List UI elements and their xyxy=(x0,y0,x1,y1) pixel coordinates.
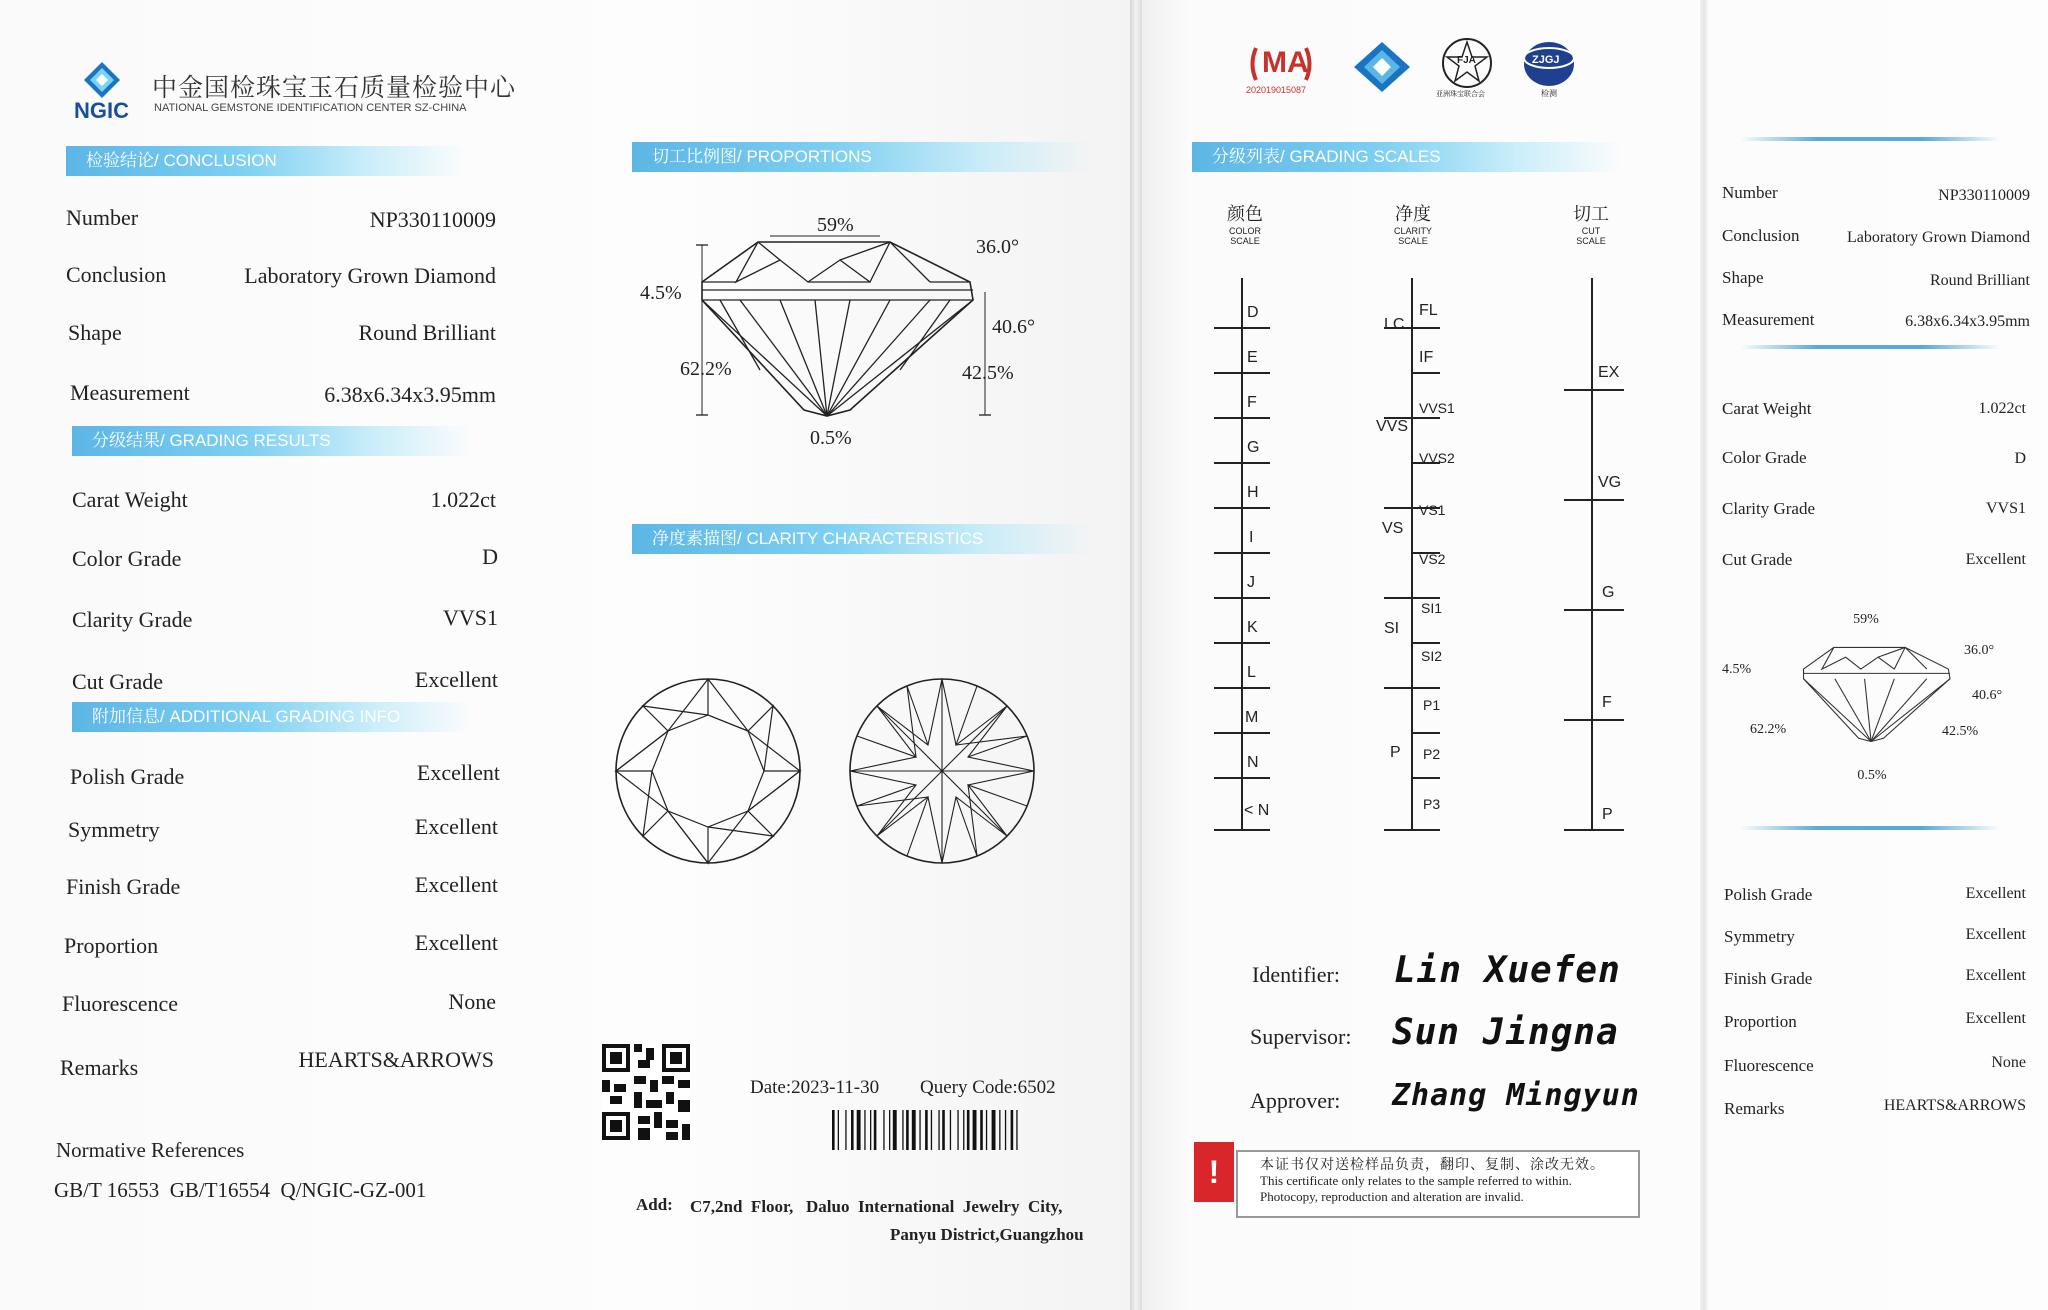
color-grade-j: J xyxy=(1247,574,1255,591)
cma-logo-text: MA xyxy=(1262,46,1309,79)
clarity-group-si: SI xyxy=(1384,620,1400,637)
section-grading-scales: 分级列表/ GRADING SCALES xyxy=(1192,142,1622,172)
prop-pavilion-angle: 40.6° xyxy=(992,316,1035,338)
identifier-signature: Lin Xuefen xyxy=(1394,950,1621,991)
summary-finish-label: Finish Grade xyxy=(1724,969,1813,988)
clarity-grade-label: Clarity Grade xyxy=(72,607,193,632)
summary-carat-value: 1.022ct xyxy=(1978,400,2026,417)
cut-grade-g: G xyxy=(1602,584,1615,601)
clarity-grade-p1: P1 xyxy=(1423,697,1441,713)
summary-prop-total-depth: 62.2% xyxy=(1750,722,1787,737)
summary-remarks-label: Remarks xyxy=(1724,1099,1785,1118)
remarks-value: HEARTS&ARROWS xyxy=(298,1047,494,1072)
cut-scale-heading: 切工 CUT SCALE xyxy=(1573,204,1609,246)
summary-prop-crown-angle: 36.0° xyxy=(1964,643,1995,658)
ngic-logo-icon xyxy=(82,60,122,100)
summary-shape-value: Round Brilliant xyxy=(1930,272,2030,289)
color-grade-m: M xyxy=(1245,709,1259,726)
color-grade-h: H xyxy=(1247,484,1259,501)
prop-crown-height: 4.5% xyxy=(640,282,682,304)
conclusion-value: Laboratory Grown Diamond xyxy=(244,263,496,288)
polish-label: Polish Grade xyxy=(70,764,185,789)
query-code: Query Code:6502 xyxy=(920,1077,1056,1098)
org-name-en: NATIONAL GEMSTONE IDENTIFICATION CENTER SZ-CHINA xyxy=(154,102,467,114)
finish-value: Excellent xyxy=(414,872,498,897)
fja-caption: 亚洲珠宝联合会 xyxy=(1436,91,1485,98)
summary-cut-label: Cut Grade xyxy=(1722,550,1793,569)
cut-grade-value: Excellent xyxy=(414,667,498,692)
cut-grade-ex: EX xyxy=(1598,364,1620,381)
clarity-grade-si2: SI2 xyxy=(1421,648,1443,664)
color-grade-value: D xyxy=(482,544,498,569)
clarity-plot-pavilion xyxy=(846,675,1038,867)
proportion-value: Excellent xyxy=(414,930,498,955)
clarity-grade-si1: SI1 xyxy=(1421,600,1443,616)
cut-scale xyxy=(1560,278,1640,838)
proportion-diagram xyxy=(640,220,1010,440)
org-name-cn: 中金国检珠宝玉石质量检验中心 xyxy=(152,74,517,102)
clarity-scale-heading: 净度 CLARITY SCALE xyxy=(1393,204,1432,246)
shape-label: Shape xyxy=(68,320,122,345)
notice-cn: 本证书仅对送检样品负责，翻印、复制、涂改无效。 xyxy=(1260,1156,1605,1172)
prop-pavilion-depth: 42.5% xyxy=(962,362,1014,384)
shape-value: Round Brilliant xyxy=(358,320,496,345)
summary-clarity-value: VVS1 xyxy=(1985,500,2026,517)
cut-grade-vg: VG xyxy=(1598,474,1622,491)
summary-divider-2 xyxy=(1740,345,2000,349)
summary-number-value: NP330110009 xyxy=(1938,187,2030,204)
fja-logo-text: FJA xyxy=(1457,55,1476,66)
clarity-group-vs: VS xyxy=(1382,520,1404,537)
prop-girdle: 0.5% xyxy=(810,427,852,449)
conclusion-label: Conclusion xyxy=(66,262,167,287)
fluorescence-label: Fluorescence xyxy=(62,991,179,1016)
normative-title: Normative References xyxy=(56,1138,245,1162)
summary-prop-crown-height: 4.5% xyxy=(1722,662,1752,677)
remarks-label: Remarks xyxy=(60,1055,139,1080)
summary-fluorescence-label: Fluorescence xyxy=(1724,1056,1814,1075)
prop-crown-angle: 36.0° xyxy=(976,236,1019,258)
section-conclusion: 检验结论/ CONCLUSION xyxy=(66,146,466,176)
color-grade-d: D xyxy=(1247,304,1259,321)
summary-carat-label: Carat Weight xyxy=(1722,399,1812,418)
section-proportions: 切工比例图/ PROPORTIONS xyxy=(632,142,1092,172)
identifier-label: Identifier: xyxy=(1252,962,1340,987)
diamond-logo-icon xyxy=(1352,40,1412,94)
clarity-grade-p2: P2 xyxy=(1423,746,1441,762)
carat-value: 1.022ct xyxy=(430,487,496,512)
summary-color-label: Color Grade xyxy=(1722,448,1807,467)
zjgj-caption: 检测 xyxy=(1541,89,1557,98)
summary-measurement-value: 6.38x6.34x3.95mm xyxy=(1905,313,2030,330)
summary-color-value: D xyxy=(2014,450,2026,467)
approver-label: Approver: xyxy=(1250,1088,1341,1113)
barcode-icon xyxy=(830,1110,1076,1150)
color-grade-n: N xyxy=(1247,754,1259,771)
clarity-group-vvs: VVS xyxy=(1376,418,1409,435)
clarity-grade-vvs1: VVS1 xyxy=(1419,400,1455,416)
address-label: Add: xyxy=(636,1195,673,1214)
notice-en-line2: Photocopy, reproduction and alteration are invalid. xyxy=(1260,1189,1524,1204)
clarity-grade-fl: FL xyxy=(1419,302,1438,319)
color-grade-i: I xyxy=(1249,529,1254,546)
clarity-grade-vs1: VS1 xyxy=(1419,502,1446,518)
summary-measurement-label: Measurement xyxy=(1722,310,1815,329)
summary-prop-girdle: 0.5% xyxy=(1857,768,1887,783)
summary-polish-label: Polish Grade xyxy=(1724,885,1813,904)
clarity-grade-vs2: VS2 xyxy=(1419,551,1446,567)
number-value: NP330110009 xyxy=(369,207,496,232)
supervisor-label: Supervisor: xyxy=(1250,1024,1352,1049)
symmetry-label: Symmetry xyxy=(68,817,160,842)
color-grade-below-n: < N xyxy=(1244,802,1270,819)
ngic-logo-text: NGIC xyxy=(74,98,129,123)
summary-proportion-value: Excellent xyxy=(1965,1010,2026,1027)
page-fold xyxy=(1130,0,1142,1310)
section-additional: 附加信息/ ADDITIONAL GRADING INFO xyxy=(72,702,472,732)
qr-code-icon[interactable] xyxy=(602,1043,690,1141)
summary-divider-top xyxy=(1740,137,2000,141)
summary-proportion-label: Proportion xyxy=(1724,1012,1797,1031)
cut-grade-label: Cut Grade xyxy=(72,669,164,694)
summary-polish-value: Excellent xyxy=(1965,885,2026,902)
section-grading-results: 分级结果/ GRADING RESULTS xyxy=(72,426,472,456)
prop-total-depth: 62.2% xyxy=(680,358,732,380)
summary-finish-value: Excellent xyxy=(1965,967,2026,984)
color-grade-e: E xyxy=(1247,349,1258,366)
address-line2: Panyu District,Guangzhou xyxy=(890,1225,1084,1244)
prop-table: 59% xyxy=(817,214,854,236)
clarity-grade-if: IF xyxy=(1419,349,1434,366)
summary-number-label: Number xyxy=(1722,183,1778,202)
measurement-value: 6.38x6.34x3.95mm xyxy=(324,382,496,407)
summary-prop-table: 59% xyxy=(1853,612,1879,627)
summary-remarks-value: HEARTS&ARROWS xyxy=(1883,1097,2026,1114)
summary-cut-value: Excellent xyxy=(1965,551,2026,568)
address-line1: C7,2nd Floor, Daluo International Jewelry City, xyxy=(690,1197,1063,1216)
page-gutter xyxy=(1700,0,1708,1310)
summary-prop-pavilion-depth: 42.5% xyxy=(1942,724,1979,739)
summary-proportion-diagram xyxy=(1770,630,1970,760)
clarity-grade-p3: P3 xyxy=(1423,796,1441,812)
approver-signature: Zhang Mingyun xyxy=(1392,1078,1640,1113)
cma-number: 202019015087 xyxy=(1246,85,1307,95)
number-label: Number xyxy=(66,205,139,230)
section-clarity-characteristics: 净度素描图/ CLARITY CHARACTERISTICS xyxy=(632,524,1092,554)
symmetry-value: Excellent xyxy=(414,814,498,839)
summary-divider-3 xyxy=(1740,826,2000,830)
normative-refs: GB/T 16553 GB/T16554 Q/NGIC-GZ-001 xyxy=(54,1178,427,1202)
color-grade-l: L xyxy=(1247,664,1256,681)
summary-shape-label: Shape xyxy=(1722,268,1764,287)
summary-prop-pavilion-angle: 40.6° xyxy=(1972,688,2003,703)
proportion-label: Proportion xyxy=(64,933,159,958)
clarity-group-p: P xyxy=(1390,744,1401,761)
measurement-label: Measurement xyxy=(70,380,190,405)
cut-grade-f: F xyxy=(1602,694,1612,711)
summary-conclusion-value: Laboratory Grown Diamond xyxy=(1846,229,2030,246)
clarity-grade-value: VVS1 xyxy=(442,605,498,630)
summary-fluorescence-value: None xyxy=(1991,1054,2026,1071)
supervisor-signature: Sun Jingna xyxy=(1392,1012,1619,1053)
polish-value: Excellent xyxy=(416,760,500,785)
color-grade-label: Color Grade xyxy=(72,546,182,571)
summary-symmetry-value: Excellent xyxy=(1965,926,2026,943)
clarity-group-lc: LC xyxy=(1384,316,1405,333)
notice-en-line1: This certificate only relates to the sample referred to within. xyxy=(1260,1173,1572,1188)
fluorescence-value: None xyxy=(448,989,496,1014)
color-grade-f: F xyxy=(1247,394,1257,411)
summary-clarity-label: Clarity Grade xyxy=(1722,499,1815,518)
color-grade-k: K xyxy=(1247,619,1258,636)
finish-label: Finish Grade xyxy=(66,874,181,899)
notice-warning-icon: ! xyxy=(1194,1142,1234,1202)
zjgj-logo-text: ZJGJ xyxy=(1532,54,1560,66)
summary-conclusion-label: Conclusion xyxy=(1722,226,1800,245)
carat-label: Carat Weight xyxy=(72,487,188,512)
cut-grade-p: P xyxy=(1602,806,1613,823)
clarity-grade-vvs2: VVS2 xyxy=(1419,450,1455,466)
clarity-plot-crown xyxy=(612,675,804,867)
report-date: Date:2023-11-30 xyxy=(750,1077,880,1098)
summary-symmetry-label: Symmetry xyxy=(1724,927,1795,946)
color-grade-g: G xyxy=(1247,439,1260,456)
color-scale-heading: 颜色 COLOR SCALE xyxy=(1227,204,1263,246)
